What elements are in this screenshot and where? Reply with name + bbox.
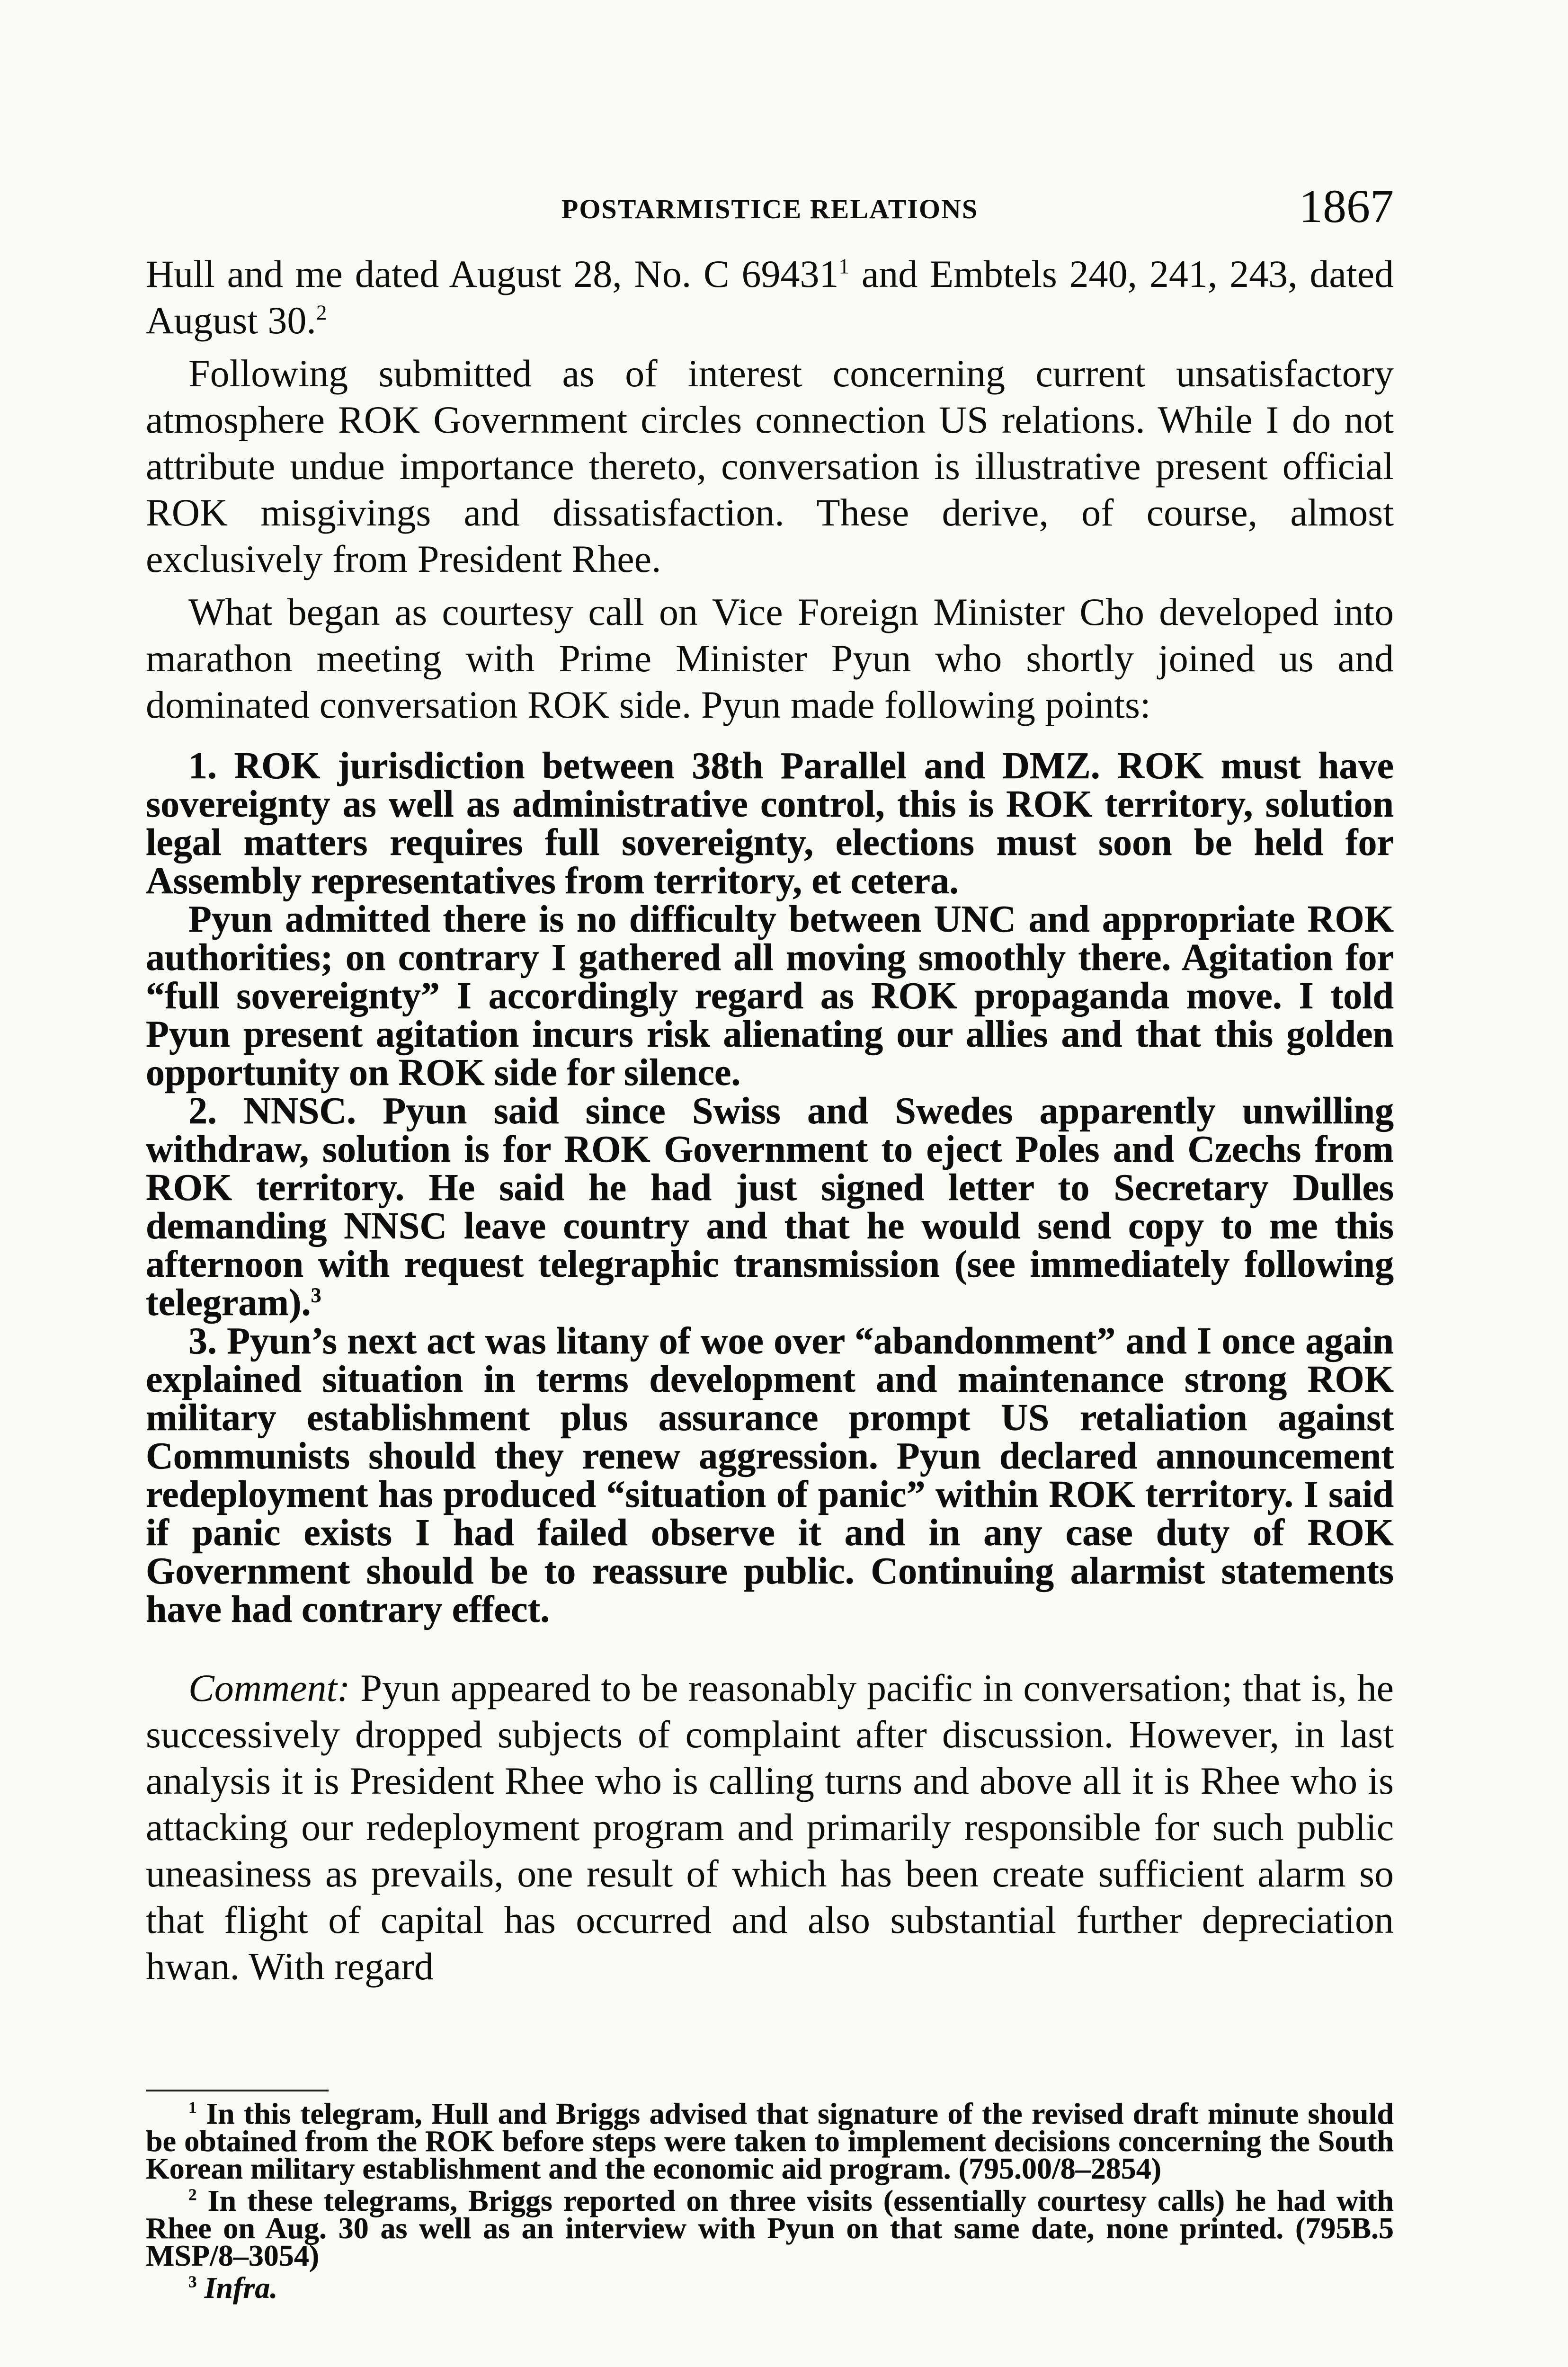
running-head: POSTARMISTICE RELATIONS (561, 194, 979, 224)
footnote-ref: 1 (838, 254, 850, 278)
footnote-ref: 3 (311, 1283, 321, 1307)
footnote-divider (146, 2090, 329, 2091)
paragraph-comment (146, 1665, 1394, 1990)
point-1-jurisdiction: 1. ROK jurisdiction between 38th Parallel and DMZ. ROK must have sovereignty as well as administrative control, this is ROK territory, solution legal matters requires full sovereignty, elections must soon be held for Assembly representatives from territory, et cetera. (146, 745, 1394, 902)
footnote-marker: 3 (188, 2272, 197, 2291)
paragraph-pyun-admitted: Pyun admitted there is no difficulty between UNC and appropriate ROK authorities; on contrary I gathered all moving smoothly there. Agitation for “full sovereignty” I accordingly regard as ROK propaganda move. I told Pyun present agitation incurs risk alienating our allies and that this golden opportunity on ROK side for silence. (146, 899, 1394, 1094)
footnote-1 (146, 2097, 1394, 2185)
footnote-text: In this telegram, Hull and Briggs advised that signature of the revised draft minute should be obtained from the ROK before steps were taken to implement decisions concerning the South Korean military establishment and the economic aid program. (795.00/8–2854) (146, 2097, 1394, 2185)
paragraph-atmosphere: Following submitted as of interest concerning current unsatisfactory atmosphere ROK Government circles connection US relations. While I do not attribute undue importance thereto, conversation is illustrative present official ROK misgivings and dissatisfaction. These derive, of course, almost exclusively from President Rhee. (146, 352, 1394, 580)
paragraph-text: and Embtels 240, 241, 243, dated August 30. (146, 252, 1394, 342)
footnotes (146, 2097, 1394, 2306)
paragraph-text: 2. NNSC. Pyun said since Swiss and Swedes apparently unwilling withdraw, solution is for ROK Government to eject Poles and Czechs from ROK territory. He said he had just signed letter to Secretary Dulles demanding NNSC leave country and that he would send copy to me this afternoon with request telegraphic transmission (see immediately following telegram). (146, 1090, 1394, 1324)
footnote-text: Infra. (196, 2271, 278, 2305)
footnote-marker: 2 (188, 2185, 197, 2204)
footnote-ref: 2 (316, 301, 327, 325)
footnote-3 (146, 2271, 1394, 2305)
comment-label: Comment: (188, 1666, 350, 1709)
paragraph-text: Pyun appeared to be reasonably pacific in conversation; that is, he successively dropped subjects of complaint after discussion. However, in last analysis it is President Rhee who is calling turns and above all it is Rhee who is attacking our redeployment program and primarily responsible for such public uneasiness as prevails, one result of which has been create sufficient alarm so that flight of capital has occurred and also substantial further depreciation hwan. With regard (146, 1666, 1394, 1988)
paragraph-meeting: What began as courtesy call on Vice Foreign Minister Cho developed into marathon meeting with Prime Minister Pyun who shortly joined us and dominated conversation ROK side. Pyun made following points: (146, 590, 1394, 726)
page-number: 1867 (1299, 180, 1394, 232)
point-3-abandonment: 3. Pyun’s next act was litany of woe over “abandonment” and I once again explained situation in terms development and maintenance strong ROK military establishment plus assurance prompt US retaliation against Communists should they renew aggression. Pyun declared announcement redeployment has produced “situation of panic” within ROK territory. I said if panic exists I had failed observe it and in any case duty of ROK Government should be to reassure public. Continuing alarmist statements have had contrary effect. (146, 1320, 1394, 1630)
paragraph-text: Hull and me dated August 28, No. C 69431 (146, 252, 839, 295)
footnote-2 (146, 2184, 1394, 2272)
page-header (146, 170, 1394, 237)
paragraph-continuation (146, 251, 1394, 344)
body-text (146, 251, 1394, 1990)
point-2-nnsc (146, 1092, 1394, 1322)
footnote-marker: 1 (188, 2098, 197, 2117)
footnote-text: In these telegrams, Briggs reported on three visits (essentially courtesy calls) he had with Rhee on Aug. 30 as well as an interview with Pyun on that same date, none printed. (795B.5 MSP/8–3054) (146, 2184, 1394, 2272)
